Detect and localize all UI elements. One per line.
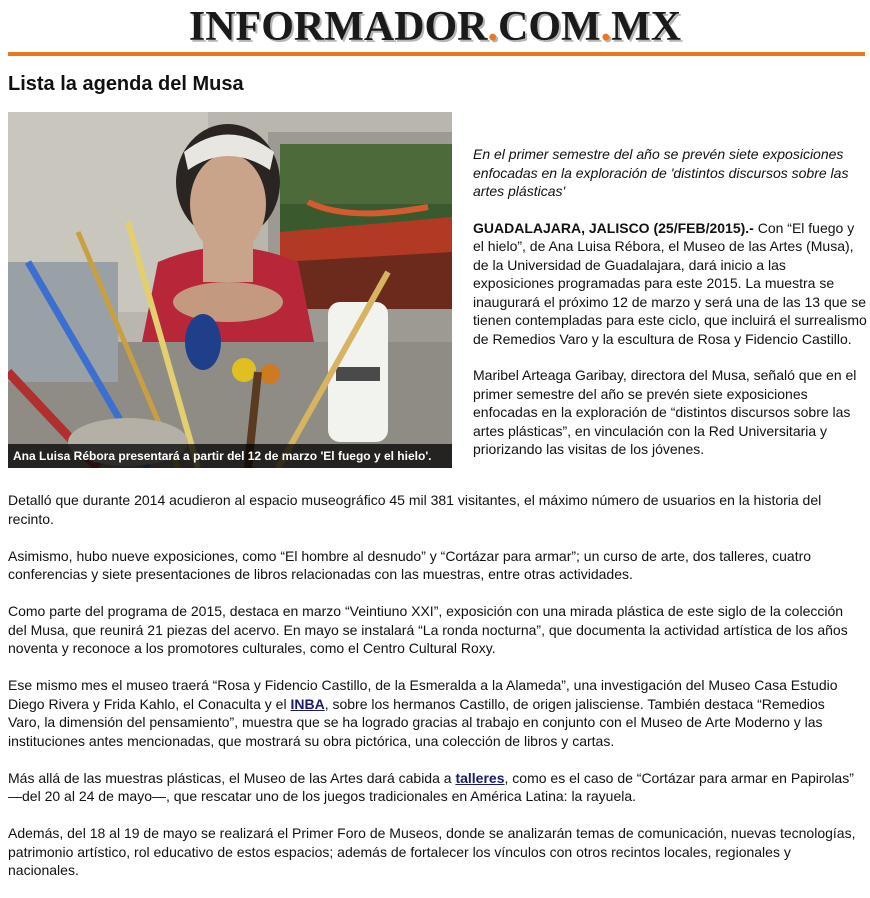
logo-mx: MX <box>611 4 682 50</box>
article-title: Lista la agenda del Musa <box>8 73 244 95</box>
article-summary: En el primer semestre del año se prevén siete exposiciones enfocadas en la exploración de 'distintos discursos sobre las artes plásticas' <box>473 146 849 199</box>
article-body <box>8 491 858 898</box>
photo-caption: Ana Luisa Rébora presentará a partir del 12 de marzo 'El fuego y el hielo'. <box>8 444 452 468</box>
header-divider <box>8 52 865 56</box>
article-photo <box>8 112 452 468</box>
paragraph: Asimismo, hubo nueve exposiciones, como “El hombre al desnudo” y “Cortázar para armar”; un curso de arte, dos talleres, cuatro conferencias y siete presentaciones de libros relacionadas con las muestras, entre otras actividades. <box>8 547 812 582</box>
dateline: GUADALAJARA, JALISCO (25/FEB/2015).- <box>473 219 754 236</box>
paragraph <box>8 769 858 806</box>
paragraph-text: Más allá de las muestras plásticas, el Museo de las Artes dará cabida a <box>8 769 456 786</box>
article-intro <box>473 145 867 459</box>
logo-dot: . <box>600 4 612 50</box>
inba-link[interactable]: INBA <box>290 695 325 712</box>
logo-com: COM <box>498 4 601 50</box>
paragraph: Como parte del programa de 2015, destaca en marzo “Veintiuno XXI”, exposición con una mirada plástica de este siglo de la colección del Musa, que reunirá 21 piezas del acervo. En mayo se instalará “La ronda nocturna”, que documenta la actividad artística de los años noventa y reconoce a los promotores culturales, como el Centro Cultural Roxy. <box>8 603 848 656</box>
paragraph: Detalló que durante 2014 acudieron al espacio museográfico 45 mil 381 visitantes, el máximo número de usuarios en la historia del recinto. <box>8 492 822 527</box>
masthead <box>0 0 870 56</box>
paragraph-text: , como es el caso de “Cortázar para armar en Papirolas” —del 20 al 24 de mayo—, que rescatar uno de los juegos tradicionales en América Latina: la rayuela. <box>8 769 854 804</box>
logo-word: INFORMADOR <box>188 4 488 50</box>
talleres-link[interactable]: talleres <box>455 769 505 786</box>
paragraph <box>8 676 858 750</box>
paragraph-text: Ese mismo mes el museo traerá “Rosa y Fidencio Castillo, de la Esmeralda a la Alameda”, una investigación del Museo Casa Estudio Diego Rivera y Frida Kahlo, el Conaculta y el <box>8 677 838 712</box>
paragraph <box>473 219 867 349</box>
site-logo[interactable] <box>0 4 870 50</box>
logo-dot: . <box>487 4 498 50</box>
paragraph-text: Con “El fuego y el hielo”, de Ana Luisa Rébora, el Museo de las Artes (Musa), de la Universidad de Guadalajara, dará inicio a las exposiciones programadas para este 2015. La muestra se inaugurará el próximo 12 de marzo y será una de las 13 que se tienen contempladas para este ciclo, que incluirá el surrealismo de Remedios Varo y la escultura de Rosa y Fidencio Castillo. <box>473 219 867 347</box>
paragraph-text: , sobre los hermanos Castillo, de origen jalisciense. También destaca “Remedios Varo, la dimensión del pensamiento”, muestra que se ha logrado gracias al trabajo en conjunto con el Museo de Arte Moderno y las instituciones antes mencionadas, que mostrará su obra pictórica, una colección de libros y cartas. <box>8 695 825 749</box>
photo-artist-studio <box>8 112 452 468</box>
paragraph: Además, del 18 al 19 de mayo se realizará el Primer Foro de Museos, donde se analizarán temas de comunicación, nuevas tecnologías, patrimonio artístico, rol educativo de estos espacios; además de fortalecer los vínculos con otros recintos locales, regionales y nacionales. <box>8 825 856 878</box>
paragraph: Maribel Arteaga Garibay, directora del Musa, señaló que en el primer semestre del año se prevén siete exposiciones enfocadas en la exploración de “distintos discursos sobre las artes plásticas”, en vinculación con la Red Universitaria y priorizando las visitas de los jóvenes. <box>473 367 857 457</box>
